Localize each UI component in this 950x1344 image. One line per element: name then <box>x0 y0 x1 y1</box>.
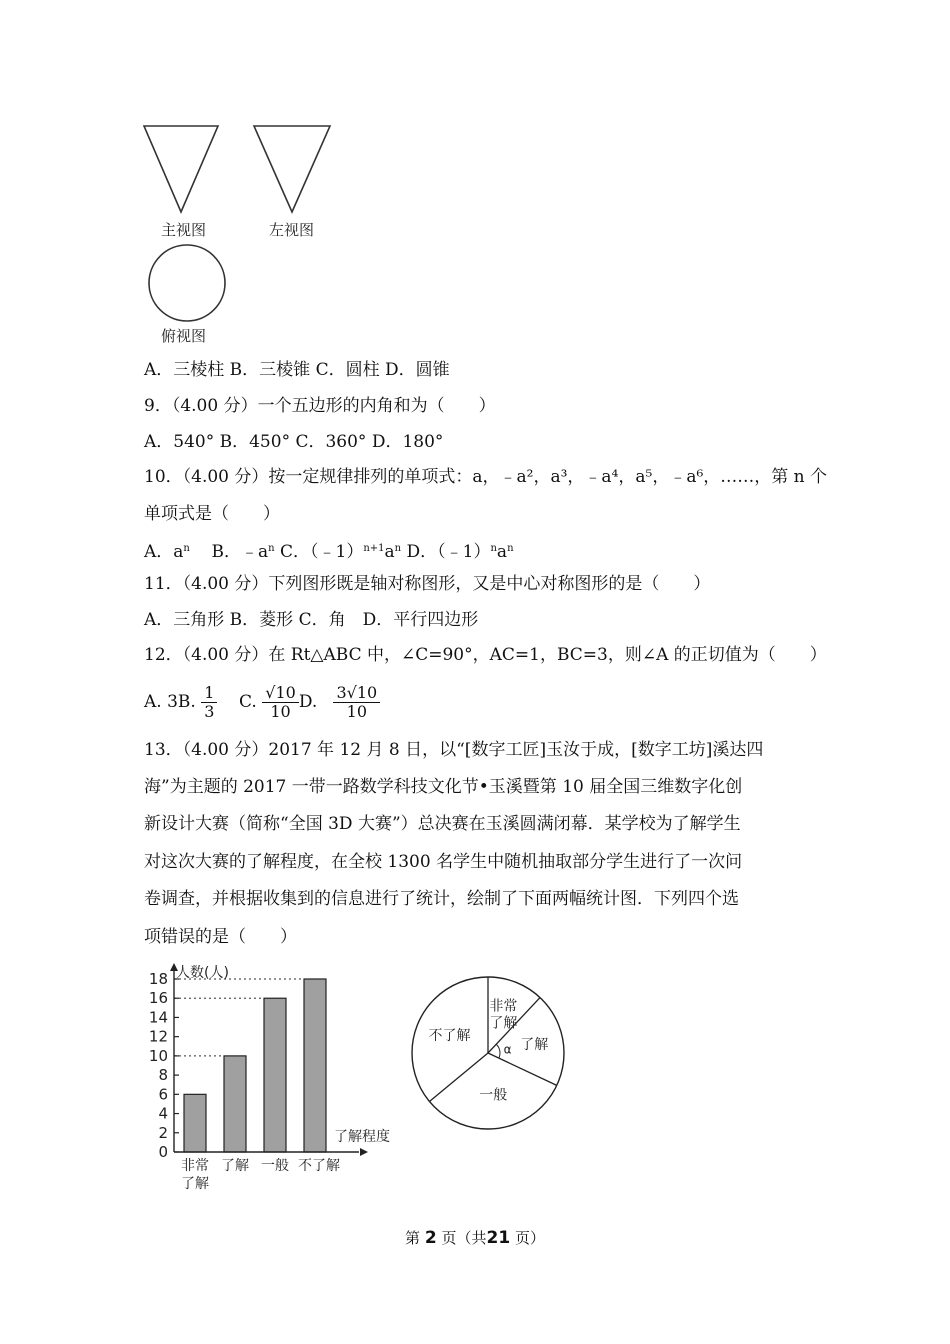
front-view-label: 主视图 <box>161 221 207 239</box>
q13-line-3: 新设计大赛（简称“全国 3D 大赛”）总决赛在玉溪圆满闭幕．某学校为了解学生 <box>144 814 741 834</box>
category-label-非常了解-0: 非常 <box>181 1158 209 1174</box>
y-axis-label: 人数(人) <box>176 965 229 981</box>
q8-options: A．三棱柱 B．三棱锥 C．圆柱 D．圆锥 <box>144 360 450 380</box>
q9-stem: 9．（4.00 分）一个五边形的内角和为（ ） <box>144 396 496 416</box>
y-tick-label-10: 10 <box>148 1046 168 1065</box>
y-tick-label-18: 18 <box>148 970 168 988</box>
y-tick-label-2: 2 <box>158 1123 168 1142</box>
footer-suffix: 页） <box>514 1229 545 1247</box>
y-tick-label-14: 14 <box>148 1008 168 1027</box>
footer-page-number: 2 <box>424 1228 437 1248</box>
left-view-label: 左视图 <box>269 221 315 239</box>
q13-line-6: 项错误的是（ ） <box>144 927 297 947</box>
pie-label-一般-0: 一般 <box>479 1087 508 1104</box>
q12-option-d-label: D. <box>298 692 318 712</box>
bar-了解 <box>224 1056 246 1152</box>
q12-option-c-fraction: $\frac{√10}{10}$ <box>262 684 299 721</box>
q12-option-b-fraction: $\frac{1}{3}$ <box>201 684 217 721</box>
q10-options <box>144 537 514 564</box>
front-view-triangle <box>144 126 218 212</box>
pie-chart <box>405 955 575 1155</box>
y-tick-label-6: 6 <box>158 1085 168 1104</box>
category-label-一般-0: 一般 <box>261 1158 289 1174</box>
q13-line-5: 卷调查，并根据收集到的信息进行了统计，绘制了下面两幅统计图．下列四个选 <box>144 889 739 909</box>
q11-options: A．三角形 B．菱形 C．角 D．平行四边形 <box>144 610 479 630</box>
pie-label-非常了解-1: 了解 <box>489 1015 518 1032</box>
footer-prefix: 第 <box>405 1229 421 1247</box>
q10-stem-line2: 单项式是（ ） <box>144 504 280 524</box>
bar-一般 <box>264 998 286 1152</box>
pie-label-不了解-0: 不了解 <box>428 1027 471 1044</box>
y-tick-label-8: 8 <box>158 1066 168 1085</box>
y-tick-label-16: 16 <box>148 989 168 1008</box>
q10-option-d: D．$(﹣1)^na^n$ <box>406 542 514 562</box>
footer-middle: 页（共 <box>441 1229 487 1247</box>
q12-option-d-fraction: $\frac{3√10}{10}$ <box>333 684 380 721</box>
q9-options: A．540° B．450° C．360° D．180° <box>144 432 444 452</box>
q12-stem: 12．（4.00 分）在 Rt△ABC 中，∠C=90°，AC=1，BC=3，则∠A 的正切值为（ ） <box>144 645 827 665</box>
alpha-label: α <box>503 1042 512 1057</box>
bar-不了解 <box>304 979 326 1152</box>
bar-非常了解 <box>184 1094 206 1152</box>
q12-option-c-label: C. <box>239 692 257 712</box>
top-view-label: 俯视图 <box>161 327 207 345</box>
q12-option-a: A. 3 <box>144 692 178 712</box>
x-axis-label: 了解程度 <box>334 1129 390 1145</box>
bar-chart <box>130 955 410 1200</box>
pie-label-了解-0: 了解 <box>520 1037 549 1054</box>
pie-label-非常了解-0: 非常 <box>489 998 518 1015</box>
q13-line-2: 海”为主题的 2017 一带一路数学科技文化节•玉溪暨第 10 届全国三维数字化创 <box>144 777 743 797</box>
q12-options <box>144 680 380 724</box>
q13-line-4: 对这次大赛的了解程度，在全校 1300 名学生中随机抽取部分学生进行了一次问 <box>144 852 743 872</box>
category-label-不了解-0: 不了解 <box>298 1158 340 1174</box>
q10-option-a: A．$a^n$ <box>144 542 190 562</box>
y-tick-label-12: 12 <box>148 1027 168 1046</box>
category-label-了解-0: 了解 <box>221 1158 249 1174</box>
footer-total-pages: 21 <box>486 1228 511 1248</box>
q10-option-c: C．$(﹣1)^{n+1}a^n$ <box>280 542 402 562</box>
q10-option-b: B．$﹣a^n$ <box>211 542 275 562</box>
y-tick-label-4: 4 <box>158 1104 168 1123</box>
top-view-circle <box>149 245 225 321</box>
q13-line-1: 13．（4.00 分）2017 年 12 月 8 日，以“[数字工匠]玉汝于成，[数字工坊]溪达四 <box>144 740 764 760</box>
y-tick-label-0: 0 <box>158 1143 168 1161</box>
category-label-非常了解-1: 了解 <box>181 1176 209 1192</box>
page-footer <box>0 1227 950 1248</box>
q11-stem: 11．（4.00 分）下列图形既是轴对称图形，又是中心对称图形的是（ ） <box>144 574 711 594</box>
x-axis-arrow <box>360 1148 368 1156</box>
q12-option-b-label: B. <box>177 692 196 712</box>
left-view-triangle <box>254 126 330 212</box>
q10-stem-line1: 10．（4.00 分）按一定规律排列的单项式：a，﹣a²，a³，﹣a⁴，a⁵，﹣a⁶，……，第 n 个 <box>144 467 828 487</box>
